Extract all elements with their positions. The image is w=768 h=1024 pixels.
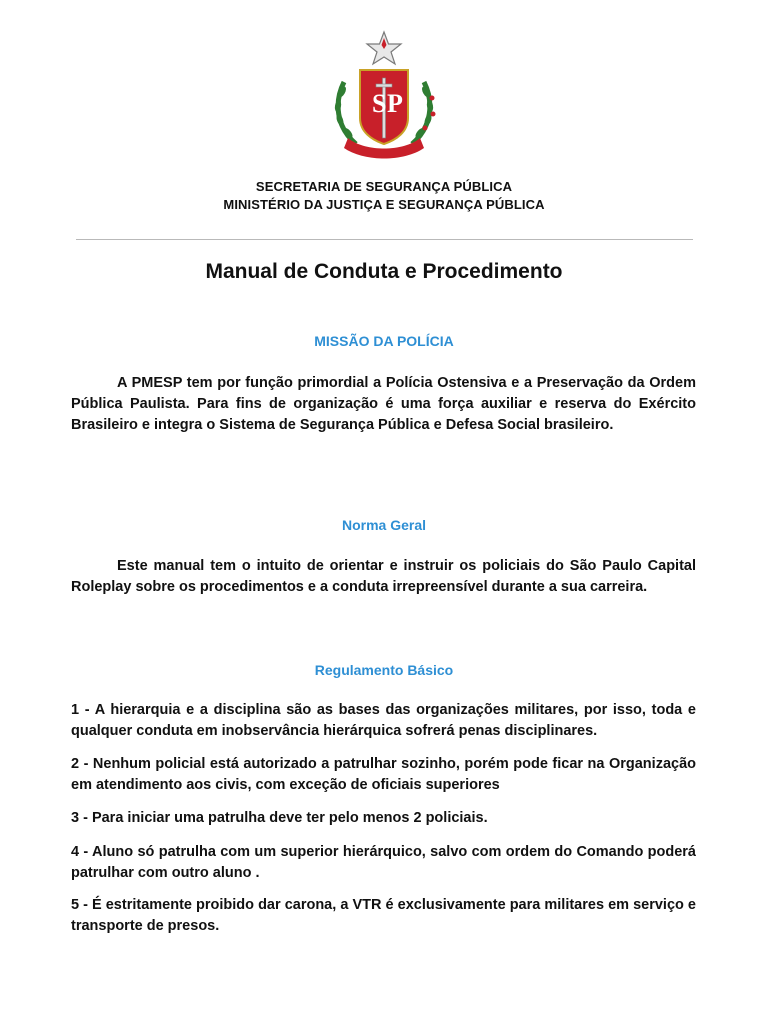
header-divider [76, 239, 693, 240]
document-title: Manual de Conduta e Procedimento [205, 260, 563, 283]
document-header [0, 178, 768, 214]
header-line-secretaria: SECRETARIA DE SEGURANÇA PÚBLICA [255, 179, 513, 194]
header-line-ministerio: MINISTÉRIO DA JUSTIÇA E SEGURANÇA PÚBLICA [223, 197, 545, 212]
regulamento-item-4: 4 - Aluno só patrulha com um superior hierárquico, salvo com ordem do Comando poderá patrulhar com outro aluno . [71, 844, 696, 881]
regulamento-item-3: 3 - Para iniciar uma patrulha deve ter pelo menos 2 policiais. [71, 810, 488, 826]
section-heading-missao: MISSÃO DA POLÍCIA [314, 333, 454, 349]
section-heading-regulamento: Regulamento Básico [314, 662, 454, 678]
coat-of-arms-icon [304, 22, 464, 162]
paragraph-norma-geral: Este manual tem o intuito de orientar e instruir os policiais do São Paulo Capital Roleplay sobre os procedimentos e a conduta irrepreensível durante a sua carreira. [71, 558, 696, 595]
svg-text:P: P [387, 89, 403, 118]
svg-text:S: S [372, 89, 387, 118]
sao-paulo-coat-of-arms [304, 22, 464, 162]
regulamento-item-1: 1 - A hierarquia e a disciplina são as bases das organizações militares, por isso, toda e qualquer conduta em inobservância hierárquica sofrerá penas disciplinares. [71, 702, 696, 739]
section-heading-norma-geral: Norma Geral [341, 517, 427, 533]
regulamento-item-5: 5 - É estritamente proibido dar carona, a VTR é exclusivamente para militares em serviço e transporte de presos. [71, 897, 696, 934]
regulamento-item-2: 2 - Nenhum policial está autorizado a patrulhar sozinho, porém pode ficar na Organização em atendimento aos civis, com exceção de oficiais superiores [71, 756, 696, 793]
paragraph-missao: A PMESP tem por função primordial a Polícia Ostensiva e a Preservação da Ordem Pública Paulista. Para fins de organização é uma força auxiliar e reserva do Exército Brasileiro e integra o Sistema de Segurança Pública e Defesa Social brasileiro. [71, 375, 696, 433]
